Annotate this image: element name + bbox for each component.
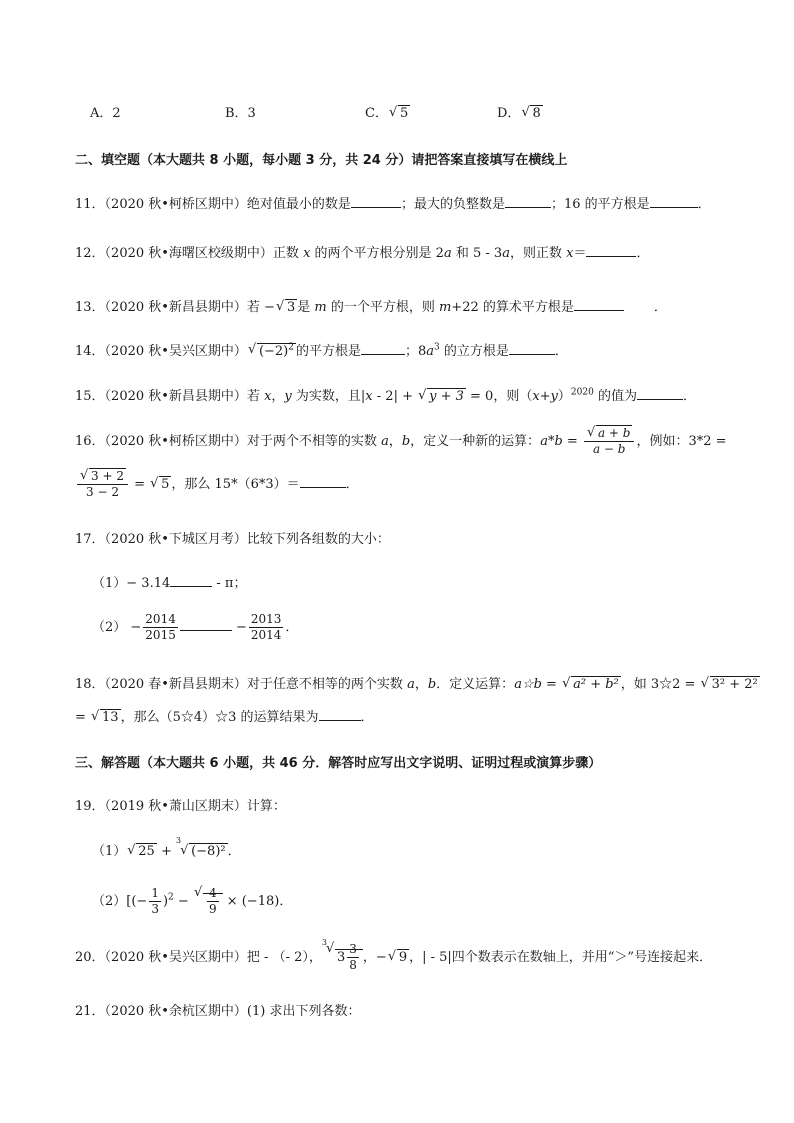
question-18-line-2: = √ 13 ，那么（5☆4）☆3 的运算结果为 ． (75, 709, 374, 725)
question-16: 16．（2020 秋•柯桥区期中）对于两个不相等的实数 a，b，定义一种新的运算：a*b = √ a + b a − b ，例如：3*2 = (75, 425, 727, 456)
question-15: 15．（2020 秋•新昌县期中）若 x，y 为实数，且|x - 2| + √ y + 3 = 0，则$(x+y)^{2020}$ 的值为 ． (75, 387, 696, 404)
answer-blank[interactable] (361, 342, 405, 355)
question-11: 11．（2020 秋•柯桥区期中）绝对值最小的数是 ；最大的负整数是 ；16 的平方根是 ． (75, 197, 711, 212)
answer-blank[interactable] (300, 475, 346, 488)
answer-blank[interactable] (505, 195, 551, 208)
option-c: C． √ 5 (365, 105, 409, 121)
section-3-heading: 三、解答题（本大题共 6 小题，共 46 分．解答时应写出文字说明、证明过程或演算步骤） (75, 756, 602, 771)
question-17-part-2: （2） − $\frac{2014}{2015}$ − $\frac{2013}{2014}$ ． (92, 612, 299, 642)
question-19-part-1: （1） √ 25 + $^3$ √ (−8)² ． (92, 836, 241, 859)
question-17: 17．（2020 秋•下城区月考）比较下列各组数的大小： (75, 532, 390, 547)
option-d: D． √ 8 (497, 105, 541, 121)
answer-blank[interactable] (180, 618, 232, 631)
fraction: √ a + b a − b (584, 426, 635, 457)
answer-blank[interactable] (586, 244, 636, 257)
question-19-part-2: （2）[(− $\frac{1}{3}$ )$^2$ − √ $\frac{4}{9}$ × (−18)． (92, 885, 293, 916)
question-20: 20．（2020 秋•吴兴区期中）把 - （- 2），$^3$ √ 3 $\frac{3}{8}$ ，− √ 9 ，| - 5|四个数表示在数轴上，并用“＞”号连接起来． (75, 938, 713, 972)
answer-blank[interactable] (650, 195, 698, 208)
question-12: 12．（2020 秋•海曙区校级期中）正数 x 的两个平方根分别是 2a 和 5 - 3a，则正数 x＝ ． (75, 246, 650, 261)
answer-blank[interactable] (509, 342, 555, 355)
question-21: 21．（2020 秋•余杭区期中）(1) 求出下列各数： (75, 1004, 361, 1019)
question-14: 14．（2020 秋•吴兴区期中） √ $(-2)^2$ 的平方根是 ；$8a^3$ 的立方根是 ． (75, 341, 568, 359)
answer-blank[interactable] (170, 574, 212, 587)
fraction: √ 3 + 2 3 − 2 (77, 469, 128, 500)
answer-blank[interactable] (574, 298, 624, 311)
section-2-heading: 二、填空题（本大题共 8 小题，每小题 3 分，共 24 分）请把答案直接填写在横线上 (75, 153, 568, 168)
answer-blank[interactable] (319, 708, 361, 721)
answer-blank[interactable] (351, 195, 401, 208)
question-17-part-1: （1）− 3.14 - π； (92, 576, 247, 591)
option-b: B．3 (225, 106, 256, 121)
question-13: 13．（2020 秋•新昌县期中）若 − √ 3 是 m 的一个平方根，则 m+22 的算术平方根是 ． (75, 299, 667, 315)
option-a: A．2 (90, 106, 121, 121)
question-18: 18．（2020 春•新昌县期末）对于任意不相等的两个实数 a，b．定义运算：a☆b = √ a² + b² ，如 3☆2 = √ 3² + 2² (75, 676, 758, 692)
question-19: 19．（2019 秋•萧山区期末）计算： (75, 799, 286, 814)
answer-blank[interactable] (637, 387, 683, 400)
question-16-line-2: √ 3 + 2 3 − 2 = √ 5 ，那么 15*（6*3）＝ ． (75, 469, 359, 500)
